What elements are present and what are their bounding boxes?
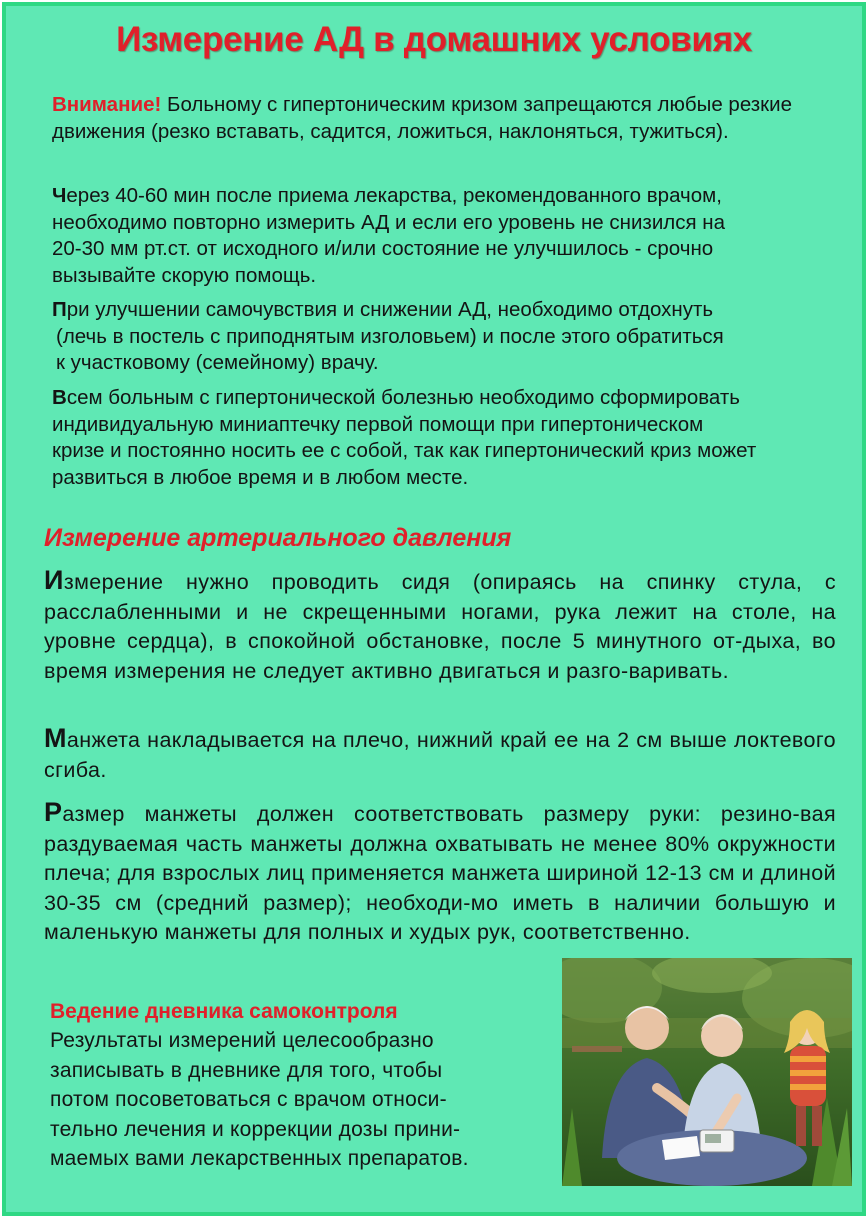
diary-line: потом посоветоваться с врачом относи-: [50, 1088, 447, 1111]
leaflet-page: [2, 2, 866, 1216]
page-title: Измерение АД в домашних условиях: [116, 20, 752, 59]
item-text: змерение нужно проводить сидя (опираясь на спинку стула, с расслабленными и не скрещенными ногами, рука лежит на столе, на уровне сердца), в спокойной обстановке, после 5 минутного от-дыха, во время измерения не следует активно двигаться и разго-варивать.: [44, 570, 836, 683]
item-text: азмер манжеты должен соответствовать размеру руки: резино-вая раздуваемая часть манжеты должна охватывать не менее 80% окружности плеча; для взрослых лиц применяется манжета шириной 12-13 см и длиной 30-35 см (средний размер); необходи-мо иметь в наличии большую и маленькую манжеты для полных и худых рук, соответственно.: [44, 802, 836, 944]
paragraph-line: (лечь в постель с приподнятым изголовьем) и после этого обратиться: [56, 324, 724, 348]
attention-paragraph: [52, 92, 832, 145]
paragraph-first-aid-kit: [52, 385, 862, 491]
paragraph-rest: [52, 297, 852, 377]
paragraph-line: необходимо повторно измерить АД и если его уровень не снизился на: [52, 210, 726, 234]
paragraph-lead-letter: В: [52, 386, 67, 409]
diary-heading: Ведение дневника самоконтроля: [50, 1000, 398, 1023]
measurement-item-sitting: [44, 566, 836, 686]
paragraph-line: развиться в любое время и в любом месте.: [52, 465, 469, 489]
paragraph-recheck: [52, 183, 852, 289]
paragraph-line: 20-30 мм рт.ст. от исходного и/или состояние не улучшилось - срочно: [52, 237, 714, 260]
paragraph-line: ри улучшении самочувствия и снижении АД, необходимо отдохнуть: [66, 298, 714, 321]
attention-label: Внимание!: [52, 93, 162, 116]
item-capital-letter: М: [44, 723, 67, 753]
family-photo-illustration: [562, 958, 852, 1186]
item-text: анжета накладывается на плечо, нижний край ее на 2 см выше локтевого сгиба.: [44, 728, 836, 782]
measurement-item-cuff-size: [44, 798, 836, 948]
paragraph-line: индивидуальную миниаптечку первой помощи при гипертоническом: [52, 412, 704, 436]
diary-text: [50, 1026, 560, 1174]
family-measuring-photo: [562, 958, 852, 1186]
diary-line: записывать в дневнике для того, чтобы: [50, 1058, 443, 1082]
diary-line: Результаты измерений целесообразно: [50, 1029, 434, 1052]
paragraph-line: кризе и постоянно носить ее с собой, так как гипертонический криз может: [52, 439, 757, 462]
paragraph-line: сем больным с гипертонической болезнью необходимо сформировать: [66, 386, 740, 409]
item-capital-letter: И: [44, 565, 64, 595]
diary-line: тельно лечения и коррекции дозы прини-: [50, 1117, 461, 1141]
paragraph-line: к участковому (семейному) врачу.: [56, 351, 379, 374]
paragraph-lead-letter: П: [52, 298, 67, 321]
paragraph-line: ерез 40-60 мин после приема лекарства, рекомендованного врачом,: [66, 184, 722, 207]
item-capital-letter: Р: [44, 797, 63, 827]
measurement-item-cuff-position: [44, 724, 836, 785]
measurement-heading: Измерение артериального давления: [44, 524, 512, 552]
diary-line: маемых вами лекарственных препаратов.: [50, 1147, 469, 1170]
paragraph-lead-letter: Ч: [52, 184, 67, 207]
paragraph-line: вызывайте скорую помощь.: [52, 263, 317, 287]
attention-text: Больному с гипертоническим кризом запрещаются любые резкие движения (резко вставать, садится, ложиться, наклоняться, тужиться).: [52, 93, 792, 143]
